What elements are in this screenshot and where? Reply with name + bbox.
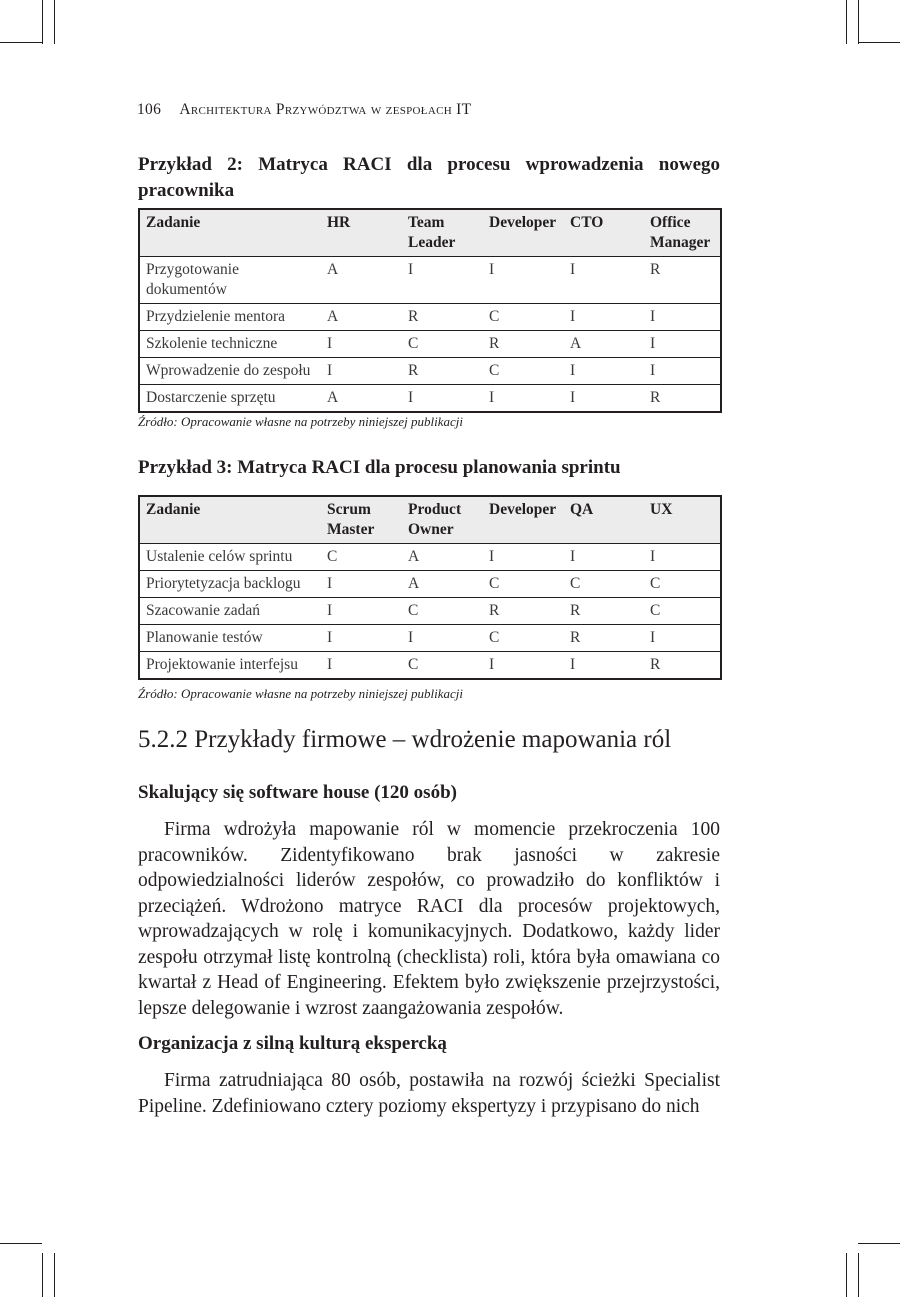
example-3-source-wrap [138, 686, 720, 702]
table-row [139, 331, 721, 358]
column-header: Zadanie [139, 496, 321, 544]
crop-mark [858, 1243, 900, 1244]
raci-cell: I [644, 625, 721, 652]
crop-mark [42, 1253, 43, 1297]
raci-cell: C [564, 571, 644, 598]
example-2-block [138, 152, 720, 204]
raci-cell: A [564, 331, 644, 358]
raci-cell: R [483, 331, 564, 358]
raci-cell: I [321, 358, 402, 385]
raci-cell: C [644, 571, 721, 598]
column-header: CTO [564, 209, 644, 257]
raci-cell: I [321, 598, 402, 625]
table-row [139, 544, 721, 571]
raci-cell: I [564, 304, 644, 331]
case-2-heading: Organizacja z silną kulturą ekspercką [138, 1033, 447, 1054]
column-header: Office Manager [644, 209, 721, 257]
raci-cell: C [483, 304, 564, 331]
crop-mark [0, 42, 42, 43]
example-2-table [138, 208, 722, 413]
raci-cell: I [644, 304, 721, 331]
example-3-table [138, 495, 722, 680]
example-3-block [138, 455, 720, 481]
table-row [139, 385, 721, 413]
page-number: 106 [137, 101, 162, 118]
running-title: Architektura Przywództwa w zespołach IT [179, 101, 472, 118]
task-cell: Szkolenie techniczne [139, 331, 321, 358]
raci-cell: C [402, 652, 483, 680]
column-header: UX [644, 496, 721, 544]
table-header-row [139, 209, 721, 257]
crop-mark [846, 0, 847, 44]
column-header: HR [321, 209, 402, 257]
raci-cell: I [402, 385, 483, 413]
raci-cell: R [564, 625, 644, 652]
raci-cell: I [564, 544, 644, 571]
task-cell: Ustalenie celów sprintu [139, 544, 321, 571]
crop-mark [54, 0, 55, 44]
section-title: 5.2.2 Przykłady firmowe – wdrożenie mapowania ról [138, 726, 672, 753]
raci-cell: R [644, 257, 721, 304]
raci-cell: C [483, 625, 564, 652]
column-header: Zadanie [139, 209, 321, 257]
crop-mark [42, 0, 43, 44]
raci-cell: C [402, 331, 483, 358]
raci-cell: I [644, 544, 721, 571]
task-cell: Szacowanie zadań [139, 598, 321, 625]
task-cell: Przygotowanie dokumentów [139, 257, 321, 304]
raci-cell: I [321, 571, 402, 598]
task-cell: Dostarczenie sprzętu [139, 385, 321, 413]
running-header [137, 101, 471, 119]
example-2-source: Źródło: Opracowanie własne na potrzeby niniejszej publikacji [138, 414, 463, 429]
raci-cell: R [402, 358, 483, 385]
column-header: Team Leader [402, 209, 483, 257]
raci-cell: A [402, 571, 483, 598]
raci-cell: R [644, 385, 721, 413]
raci-cell: I [321, 625, 402, 652]
raci-cell: I [644, 331, 721, 358]
column-header: QA [564, 496, 644, 544]
raci-cell: I [402, 257, 483, 304]
table-row [139, 571, 721, 598]
table-row [139, 304, 721, 331]
column-header: Product Owner [402, 496, 483, 544]
section-title-wrap [138, 726, 720, 754]
raci-cell: A [402, 544, 483, 571]
raci-cell: I [564, 257, 644, 304]
raci-cell: R [644, 652, 721, 680]
raci-cell: I [402, 625, 483, 652]
example-3-caption: Przykład 3: Matryca RACI dla procesu planowania sprintu [138, 457, 621, 478]
raci-cell: I [483, 385, 564, 413]
table-header-row [139, 496, 721, 544]
example-3-source: Źródło: Opracowanie własne na potrzeby niniejszej publikacji [138, 686, 463, 701]
crop-mark [54, 1253, 55, 1297]
raci-cell: C [483, 358, 564, 385]
raci-cell: R [402, 304, 483, 331]
example-2-caption: Przykład 2: Matryca RACI dla procesu wprowadzenia nowego pracownika [138, 154, 720, 201]
task-cell: Projektowanie interfejsu [139, 652, 321, 680]
column-header: Scrum Master [321, 496, 402, 544]
column-header: Developer [483, 209, 564, 257]
raci-cell: A [321, 257, 402, 304]
crop-mark [858, 1253, 859, 1297]
raci-cell: I [564, 652, 644, 680]
case-2-paragraph: Firma zatrudniająca 80 osób, postawiła na rozwój ścieżki Specialist Pipeline. Zdefiniowano cztery poziomy ekspertyzy i przypisano do nich [138, 1070, 720, 1117]
raci-cell: A [321, 304, 402, 331]
table-row [139, 598, 721, 625]
raci-cell: C [402, 598, 483, 625]
task-cell: Planowanie testów [139, 625, 321, 652]
raci-cell: C [644, 598, 721, 625]
raci-cell: I [321, 331, 402, 358]
column-header: Developer [483, 496, 564, 544]
case-1-text-wrap [138, 817, 720, 1021]
raci-cell: C [483, 571, 564, 598]
raci-cell: I [564, 385, 644, 413]
crop-mark [858, 0, 859, 44]
case-1-paragraph: Firma wdrożyła mapowanie ról w momencie przekroczenia 100 pracowników. Zidentyfikowano brak jasności w zakresie odpowiedzialności liderów zespołów, co prowadziło do konfliktów i przeciążeń. Wdrożono matryce RACI dla procesów projektowych, wprowadzających w rolę i komunikacyjnych. Dodatkowo, każdy lider zespołu otrzymał listę kontrolną (checklista) roli, która była omawiana co kwartał z Head of Engineering. Efektem było zwiększenie przejrzystości, lepsze delegowanie i wzrost zaangażowania zespołów. [138, 819, 720, 1019]
example-2-source-wrap [138, 414, 720, 430]
table-row [139, 625, 721, 652]
raci-cell: I [564, 358, 644, 385]
raci-cell: I [483, 652, 564, 680]
crop-mark [858, 42, 900, 43]
task-cell: Wprowadzenie do zespołu [139, 358, 321, 385]
raci-cell: A [321, 385, 402, 413]
raci-cell: R [483, 598, 564, 625]
raci-cell: I [321, 652, 402, 680]
case-1-heading: Skalujący się software house (120 osób) [138, 782, 457, 803]
raci-cell: I [483, 257, 564, 304]
raci-cell: I [644, 358, 721, 385]
table-row [139, 652, 721, 680]
raci-cell: C [321, 544, 402, 571]
case-2-heading-wrap [138, 1033, 720, 1055]
case-1-heading-wrap [138, 782, 720, 804]
table-row [139, 257, 721, 304]
table-row [139, 358, 721, 385]
raci-cell: I [483, 544, 564, 571]
crop-mark [846, 1253, 847, 1297]
example-2-table-wrap [138, 208, 720, 413]
task-cell: Przydzielenie mentora [139, 304, 321, 331]
task-cell: Priorytetyzacja backlogu [139, 571, 321, 598]
case-2-text-wrap [138, 1068, 720, 1119]
example-3-table-wrap [138, 495, 720, 680]
crop-mark [0, 1243, 42, 1244]
raci-cell: R [564, 598, 644, 625]
